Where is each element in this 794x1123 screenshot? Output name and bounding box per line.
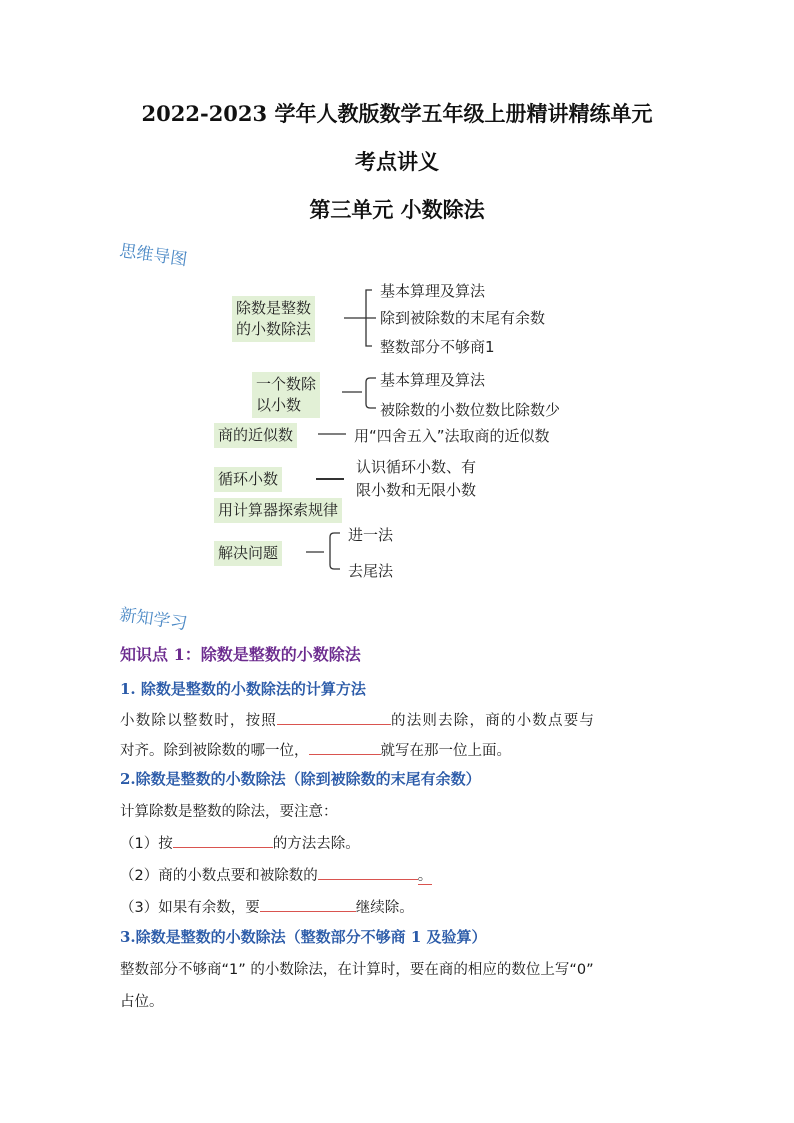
section-2-item-3 xyxy=(120,896,414,917)
section-2-intro: 计算除数是整数的除法，要注意： xyxy=(120,804,338,820)
unit-title: 第三单元 小数除法 xyxy=(309,197,485,222)
mind-map-branch: 认识循环小数、有 xyxy=(356,458,477,476)
fill-in-blank[interactable] xyxy=(260,897,356,912)
text-span: 的方法去除。 xyxy=(272,836,360,852)
section-2-item-1 xyxy=(120,832,360,853)
fill-in-blank[interactable] xyxy=(173,833,273,848)
section-3-title: 3.除数是整数的小数除法（整数部分不够商 1 及验算） xyxy=(120,928,487,946)
mind-map-branch: 除到被除数的末尾有余数 xyxy=(380,309,546,327)
section-2-title: 2.除数是整数的小数除法（除到被除数的末尾有余数） xyxy=(120,770,481,788)
mind-map-node xyxy=(252,372,320,418)
node-label-line2: 的小数除法 xyxy=(236,320,312,338)
knowledge-point-title: 知识点 1：除数是整数的小数除法 xyxy=(120,645,361,664)
text-span: 继续除。 xyxy=(355,900,414,916)
mind-map-node xyxy=(232,296,315,342)
mind-map-branch: 去尾法 xyxy=(348,562,394,580)
section-2-item-2 xyxy=(120,864,432,885)
connector-bracket xyxy=(330,533,340,569)
section-1-paragraph-line1 xyxy=(120,709,595,730)
node-label-line1: 除数是整数 xyxy=(236,299,312,317)
section-1-title: 1. 除数是整数的小数除法的计算方法 xyxy=(120,680,366,698)
text-span: （3）如果有余数，要 xyxy=(120,900,260,916)
mind-map-branch: 限小数和无限小数 xyxy=(356,481,477,499)
mind-map-node: 商的近似数 xyxy=(214,423,297,448)
fill-in-blank[interactable] xyxy=(318,865,418,880)
text-span: （1）按 xyxy=(120,836,173,852)
mind-map-branch: 基本算理及算法 xyxy=(380,282,486,300)
mind-map-node: 用计算器探索规律 xyxy=(214,498,342,523)
mind-map-branch: 基本算理及算法 xyxy=(380,371,486,389)
node-label-line1: 一个数除 xyxy=(256,375,317,393)
connector-bracket xyxy=(366,378,376,408)
mind-map-branch: 整数部分不够商1 xyxy=(380,338,495,356)
mind-map-branch: 被除数的小数位数比除数少 xyxy=(380,401,561,419)
section-3-paragraph-line2: 占位。 xyxy=(120,994,164,1010)
text-span: 的法则去除，商的小数点要与 xyxy=(391,713,596,729)
text-span: 小数除以整数时，按照 xyxy=(120,713,277,729)
fill-in-blank[interactable] xyxy=(309,740,381,755)
section-3-paragraph-line1: 整数部分不够商“1” 的小数除法，在计算时，要在商的相应的数位上写“0” xyxy=(120,962,594,978)
mind-map-branch: 进一法 xyxy=(348,526,394,544)
mind-map-tag: 思维导图 xyxy=(118,241,189,271)
node-label-line2: 以小数 xyxy=(256,396,302,414)
mind-map-node: 解决问题 xyxy=(214,541,282,566)
text-span: （2）商的小数点要和被除数的 xyxy=(120,868,318,884)
new-learning-tag: 新知学习 xyxy=(118,605,189,635)
document-title-line1: 2022-2023 学年人教版数学五年级上册精讲精练单元 xyxy=(141,101,653,126)
document-title-line2: 考点讲义 xyxy=(355,149,439,174)
text-span: 就写在那一位上面。 xyxy=(380,743,511,759)
text-span: 对齐。除到被除数的哪一位， xyxy=(120,743,309,759)
fill-in-blank[interactable] xyxy=(277,710,391,725)
mind-map-branch: 用“四舍五入”法取商的近似数 xyxy=(354,427,550,445)
section-1-paragraph-line2 xyxy=(120,739,511,760)
mind-map-node: 循环小数 xyxy=(214,467,282,492)
text-span: 。 xyxy=(417,868,433,884)
